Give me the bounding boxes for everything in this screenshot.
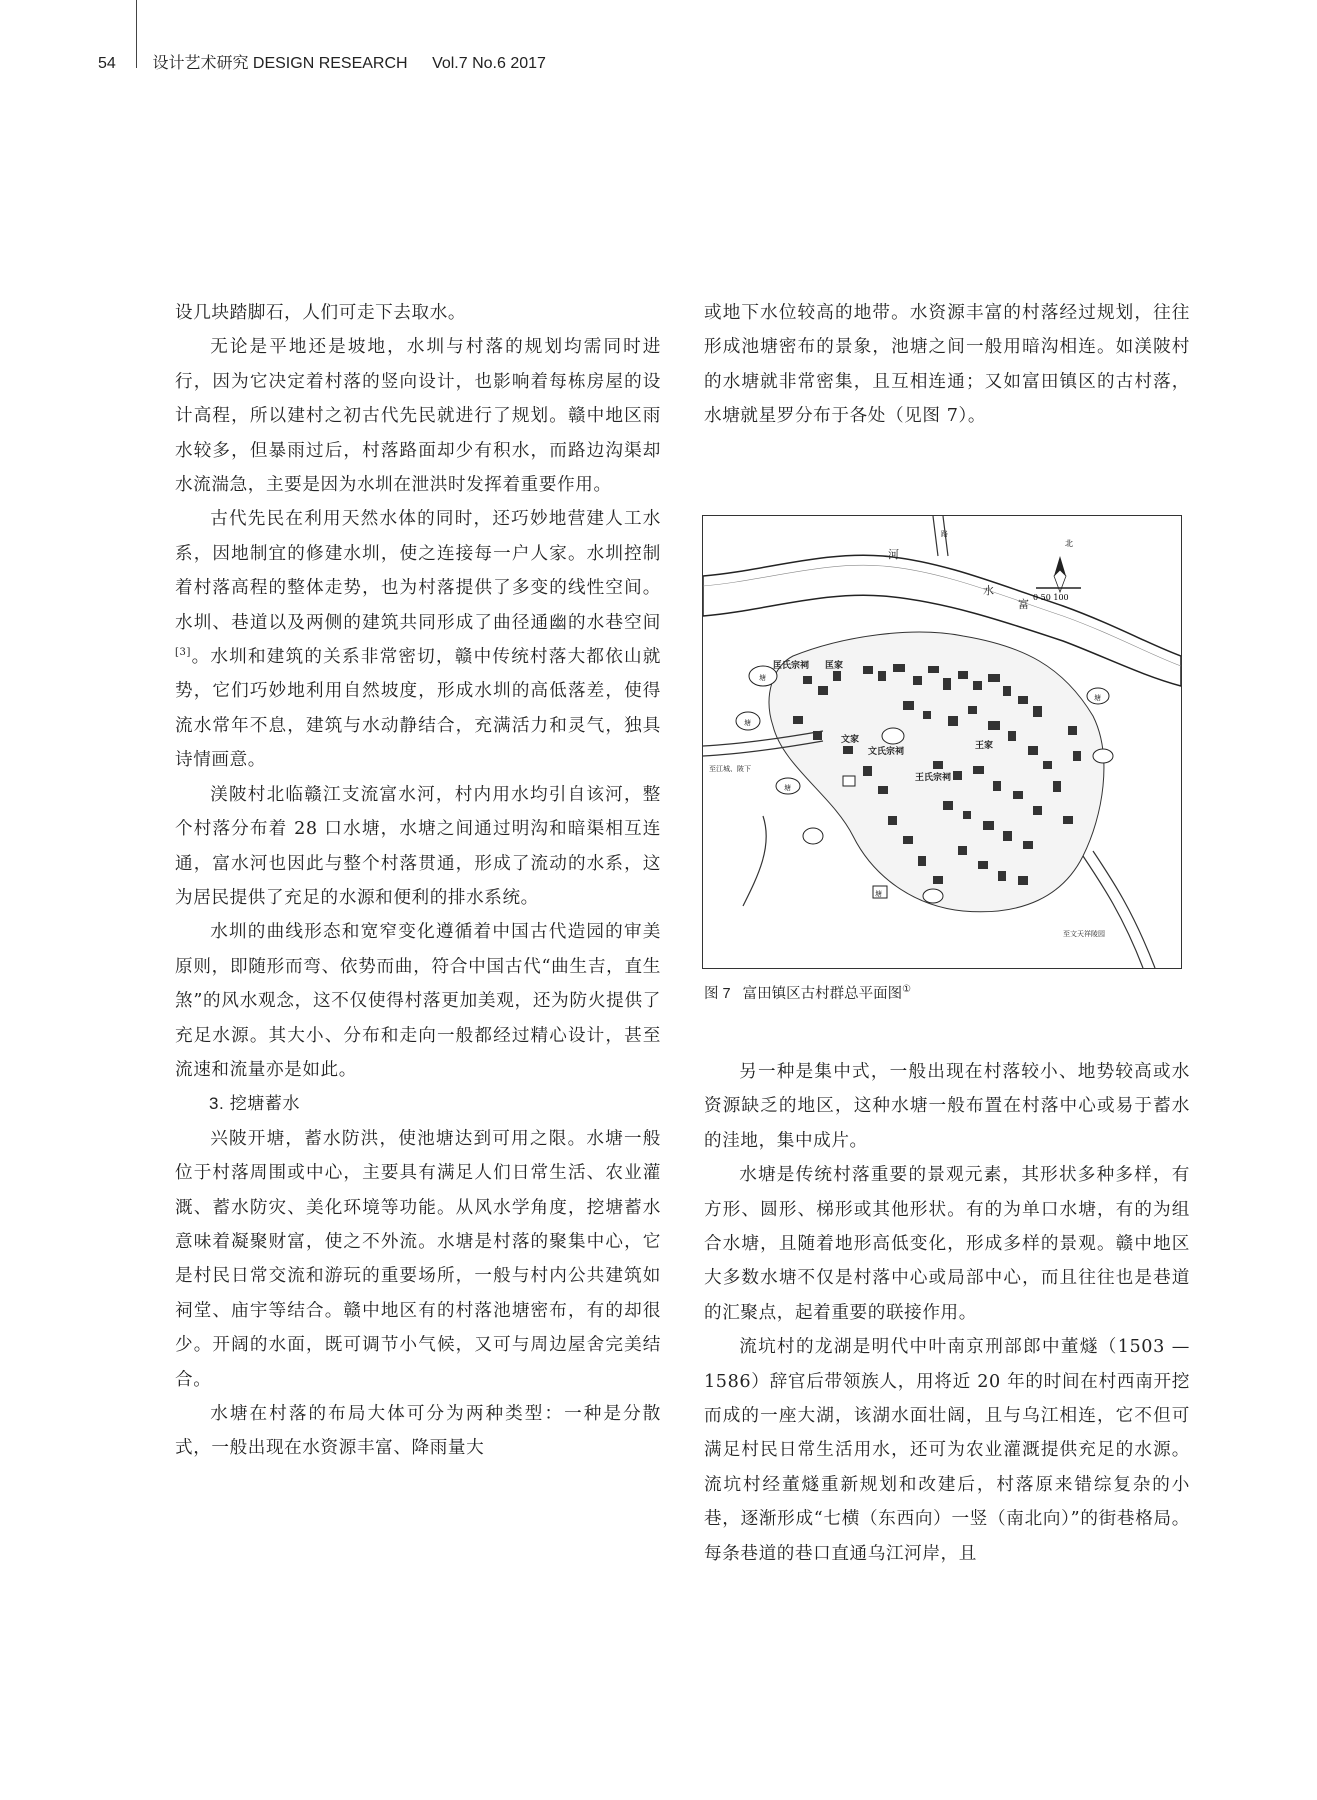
paragraph-text: 。水圳和建筑的关系非常密切，赣中传统村落大都依山就势，它们巧妙地利用自然坡度，形成水圳的高低落差，使得流水常年不息，建筑与水动静结合，充满活力和灵气，独具诗情画意。 [175, 647, 661, 771]
village-plan-map [702, 515, 1182, 969]
right-column-top [704, 296, 1190, 434]
paragraph: 另一种是集中式，一般出现在村落较小、地势较高或水资源缺乏的地区，这种水塘一般布置在村落中心或易于蓄水的洼地，集中成片。 [704, 1062, 1190, 1151]
paragraph: 水塘是传统村落重要的景观元素，其形状多种多样，有方形、圆形、梯形或其他形状。有的为单口水塘，有的为组合水塘，且随着地形高低变化，形成多样的景观。赣中地区大多数水塘不仅是村落中心或局部中心，而且往往也是巷道的汇聚点，起着重要的联接作用。 [704, 1165, 1190, 1323]
map-label-village: 文家 [841, 735, 860, 745]
paragraph-text: 古代先民在利用天然水体的同时，还巧妙地营建人工水系，因地制宜的修建水圳，使之连接每一户人家。水圳控制着村落高程的整体走势，也为村落提供了多变的线性空间。水圳、巷道以及两侧的建筑共同形成了曲径通幽的水巷空间 [175, 509, 661, 633]
map-label-pond: 塘 [759, 674, 766, 682]
map-label-direction: 至文天祥陵园 [1063, 930, 1105, 938]
map-label-scale: 0 50 100 [1033, 593, 1069, 602]
section-heading: 3. 挖塘蓄水 [209, 1094, 301, 1114]
map-label-pond: 塘 [744, 719, 751, 727]
map-label-river: 富 [1018, 598, 1029, 611]
journal-volume: Vol.7 No.6 2017 [432, 55, 546, 72]
page-header [98, 50, 546, 73]
citation-ref: [3] [175, 647, 191, 659]
map-label-road: 路 [941, 530, 948, 538]
map-label-pond: 塘 [1094, 694, 1101, 702]
map-label-pond: 塘 [784, 784, 791, 792]
paragraph: 无论是平地还是坡地，水圳与村落的规划均需同时进行，因为它决定着村落的竖向设计，也影响着每栋房屋的设计高程，所以建村之初古代先民就进行了规划。赣中地区雨水较多，但暴雨过后，村落路面却少有积水，而路边沟渠却水流湍急，主要是因为水圳在泄洪时发挥着重要作用。 [175, 337, 661, 496]
figure-number: 图 7 [704, 986, 731, 1002]
page-number: 54 [98, 55, 116, 72]
map-label-river: 水 [983, 584, 994, 597]
paragraph [175, 502, 661, 777]
map-label-clan-hall: 匡氏宗祠 [773, 661, 810, 671]
figure-note: ① [902, 984, 912, 996]
map-label-north: 北 [1065, 539, 1073, 548]
left-column [175, 296, 661, 1466]
paragraph: 水塘在村落的布局大体可分为两种类型：一种是分散式，一般出现在水资源丰富、降雨量大 [175, 1404, 661, 1459]
paragraph: 流坑村的龙湖是明代中叶南京刑部郎中董燧（1503 — 1586）辞官后带领族人，用将近 20 年的时间在村西南开挖而成的一座大湖，该湖水面壮阔，且与乌江相连，它不但可满足村民日常生活用水，还可为农业灌溉提供充足的水源。流坑村经董燧重新规划和改建后，村落原来错综复杂的小巷，逐渐形成“七横（东西向）一竖（南北向）”的街巷格局。每条巷道的巷口直通乌江河岸，且 [704, 1337, 1190, 1564]
paragraph: 渼陂村北临赣江支流富水河，村内用水均引自该河，整个村落分布着 28 口水塘，水塘之间通过明沟和暗渠相互连通，富水河也因此与整个村落贯通，形成了流动的水系，这为居民提供了充足的水源和便利的排水系统。 [175, 784, 661, 908]
map-label-village: 匡家 [825, 661, 844, 671]
paragraph: 兴陂开塘，蓄水防洪，使池塘达到可用之限。水塘一般位于村落周围或中心，主要具有满足人们日常生活、农业灌溉、蓄水防灾、美化环境等功能。从风水学角度，挖塘蓄水意味着凝聚财富，使之不外流。水塘是村落的聚集中心，它是村民日常交流和游玩的重要场所，一般与村内公共建筑如祠堂、庙宇等结合。赣中地区有的村落池塘密布，有的却很少。开阔的水面，既可调节小气候，又可与周边屋舍完美结合。 [175, 1128, 661, 1390]
map-drawing [703, 516, 1181, 968]
figure-caption [704, 982, 911, 1003]
map-label-village: 王家 [975, 741, 994, 751]
figure-caption-text: 富田镇区古村群总平面图 [742, 986, 903, 1002]
paragraph: 或地下水位较高的地带。水资源丰富的村落经过规划，往往形成池塘密布的景象，池塘之间一般用暗沟相连。如渼陂村的水塘就非常密集，且互相连通；又如富田镇区的古村落，水塘就星罗分布于各处（见图 7）。 [704, 303, 1190, 427]
north-arrow-icon [1054, 538, 1073, 592]
paragraph: 水圳的曲线形态和宽窄变化遵循着中国古代造园的审美原则，即随形而弯、依势而曲，符合中国古代“曲生吉，直生煞”的风水观念，这不仅使得村落更加美观，还为防火提供了充足水源。其大小、分布和走向一般都经过精心设计，甚至流速和流量亦是如此。 [175, 922, 661, 1080]
map-label-clan-hall: 文氏宗祠 [868, 747, 905, 757]
map-label-river: 河 [888, 548, 899, 561]
map-label-clan-hall: 王氏宗祠 [915, 773, 952, 783]
map-label-direction: 至江城、陂下 [709, 765, 751, 773]
paragraph: 设几块踏脚石，人们可走下去取水。 [175, 303, 467, 323]
map-label-pond: 塘 [875, 890, 882, 898]
journal-title: 设计艺术研究 DESIGN RESEARCH [152, 55, 408, 72]
right-column-bottom [704, 1055, 1190, 1571]
